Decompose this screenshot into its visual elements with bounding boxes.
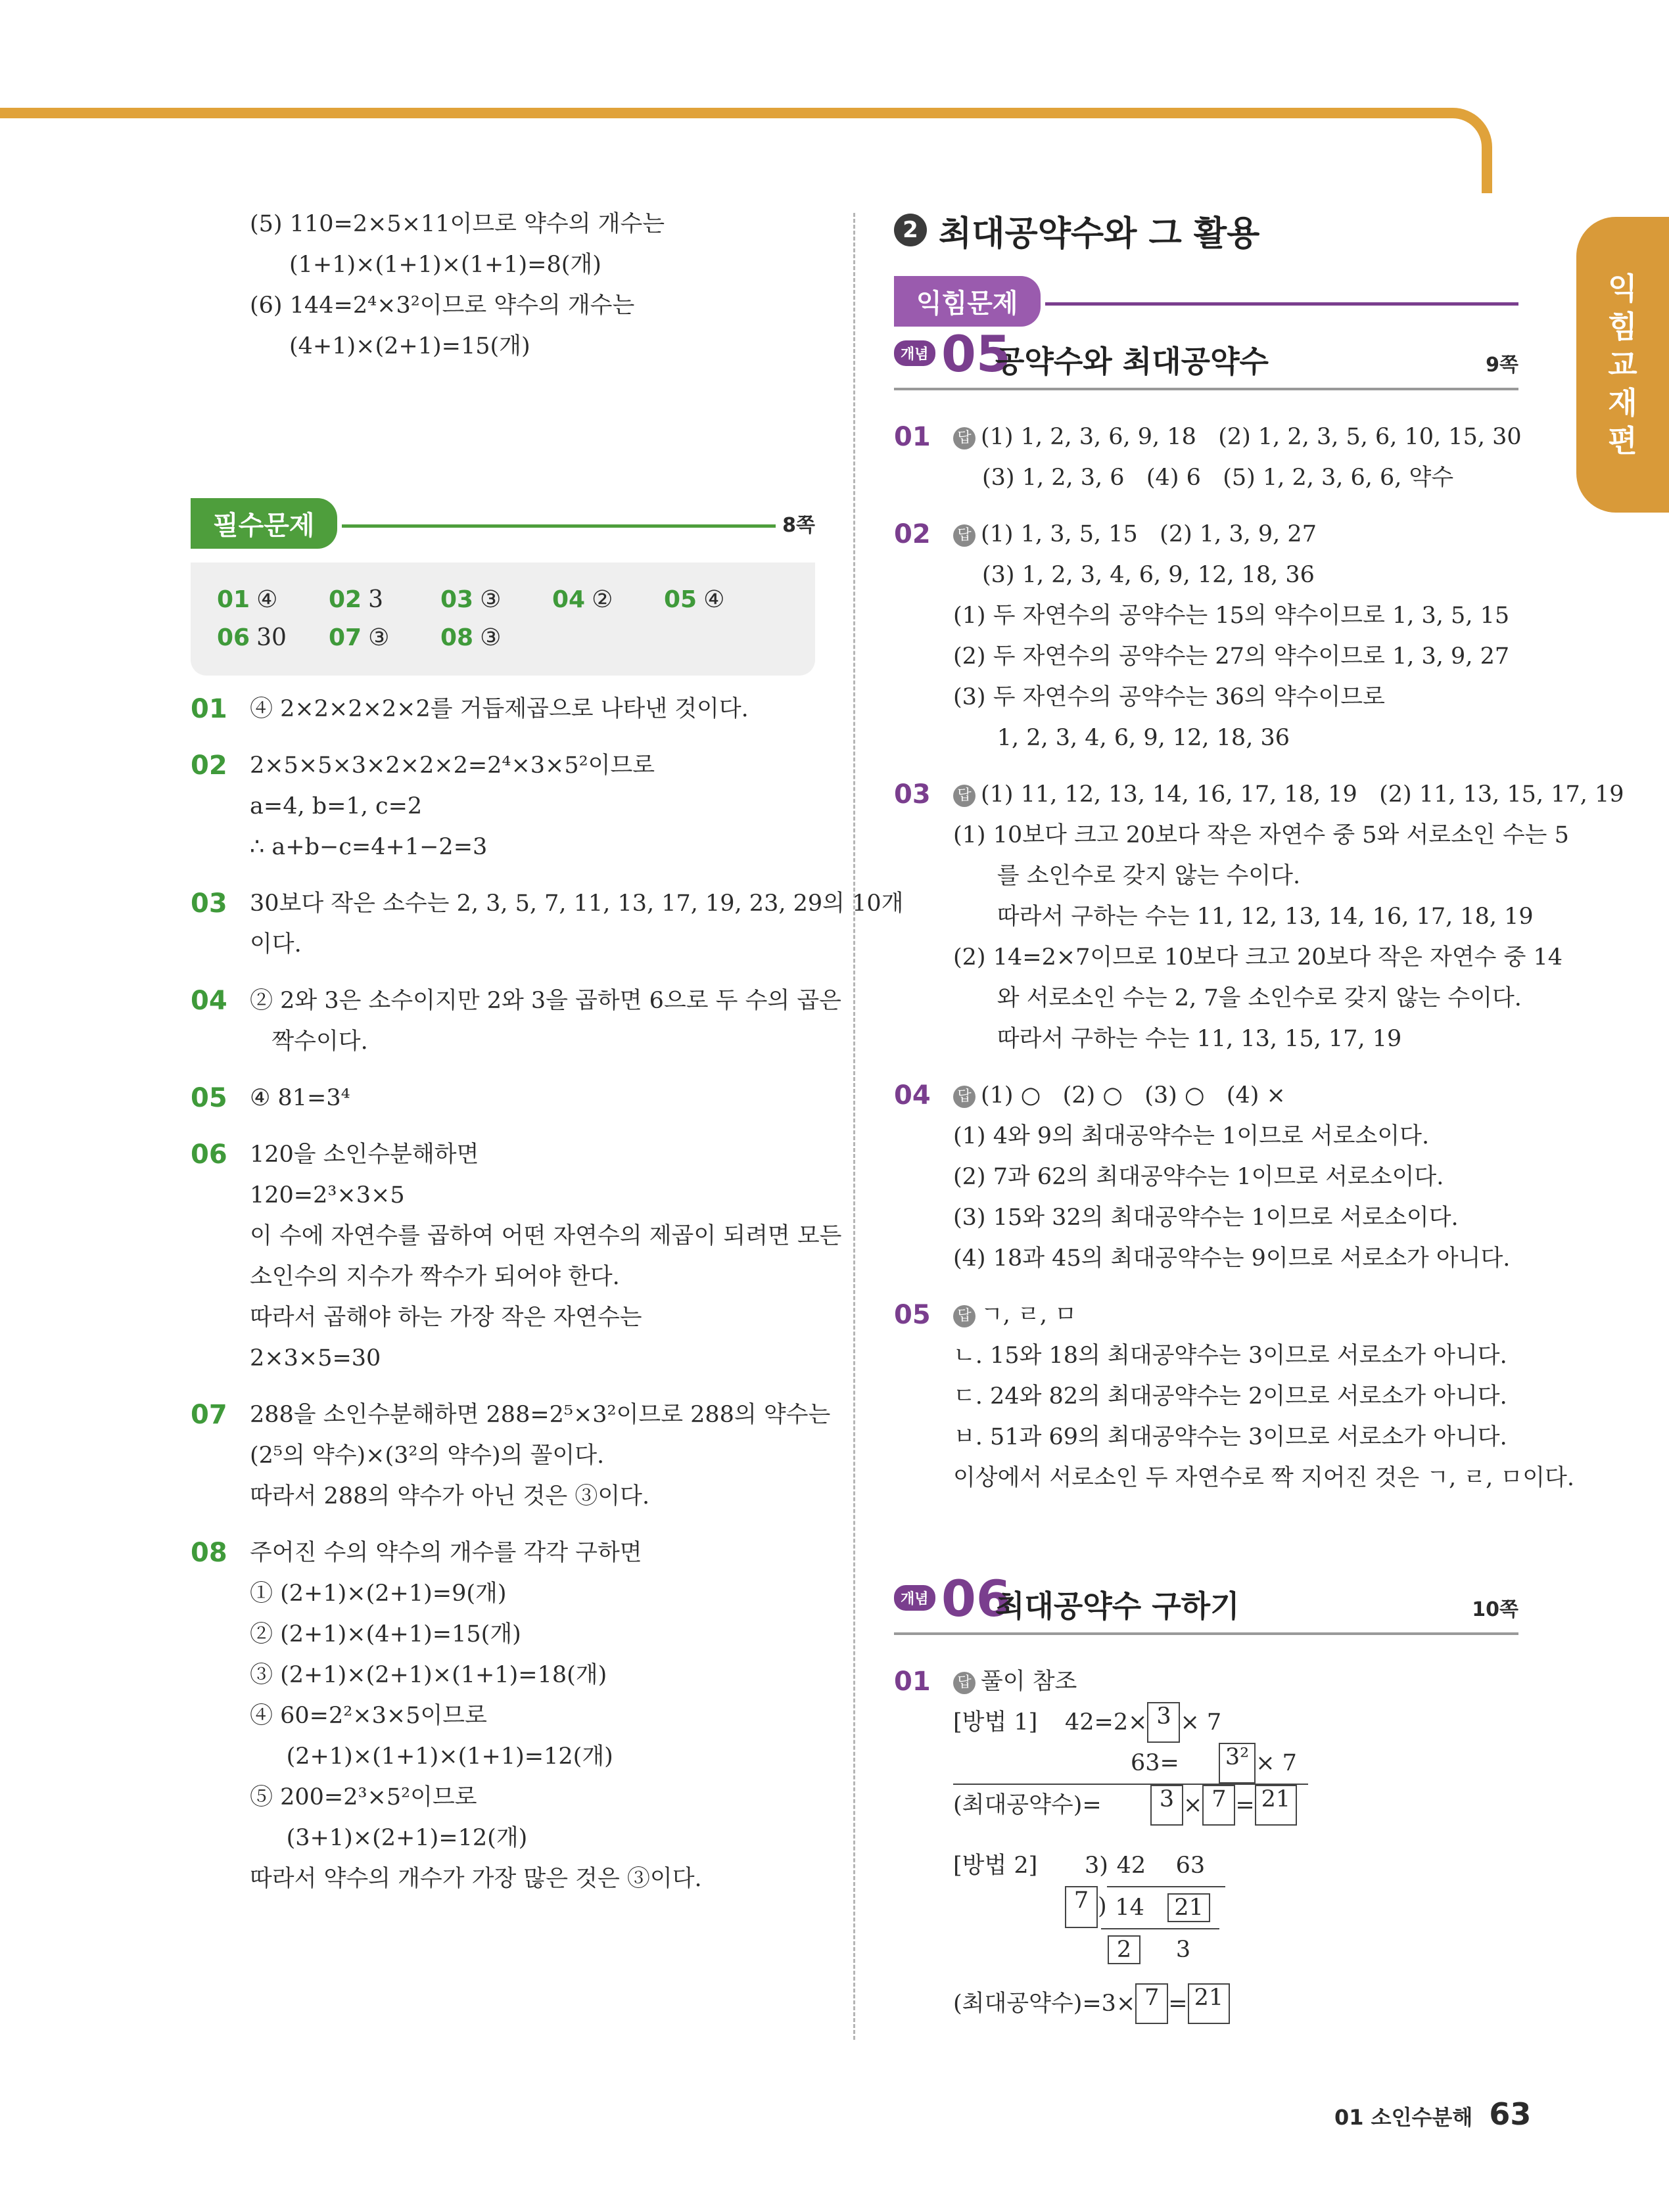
- concept-title: 최대공약수 구하기: [995, 1588, 1240, 1624]
- answer-row: [217, 619, 789, 657]
- text-line: 이다.: [250, 931, 302, 957]
- solution-item: [894, 1295, 1574, 1498]
- text-line: 1, 2, 3, 4, 6, 9, 12, 18, 36: [953, 725, 1290, 751]
- concept-number: 05: [941, 325, 1011, 383]
- text-line: (2) 두 자연수의 공약수는 27의 약수이므로 1, 3, 9, 27: [953, 643, 1510, 670]
- solution-item: [894, 417, 1522, 498]
- item-number: 03: [191, 888, 227, 919]
- answer-text: (1) 11, 12, 13, 14, 16, 17, 18, 19 (2) 11, 13, 15, 17, 19: [981, 781, 1624, 808]
- answer-num: 06: [217, 624, 250, 651]
- text-line: ⑤ 200=2³×5²이므로: [250, 1784, 477, 1810]
- solution-item: [894, 774, 1624, 1059]
- item-number: 08: [191, 1538, 227, 1568]
- solution-item: [894, 1075, 1518, 1279]
- division-bracket: ): [1099, 1853, 1108, 1879]
- answer-val: ②: [592, 586, 613, 613]
- answer-badge-icon: 답: [953, 524, 976, 547]
- text-line: (5) 110=2×5×11이므로 약수의 개수는: [250, 211, 665, 237]
- text-line: 이 수에 자연수를 곱하여 어떤 자연수의 제곱이 되려면 모든: [250, 1223, 842, 1249]
- text: 42=2×: [1065, 1709, 1148, 1736]
- answer-val: ④: [703, 586, 725, 613]
- answer-line: [953, 514, 1518, 555]
- answer-box-cell: 7: [1202, 1785, 1235, 1826]
- concept-05-header: [894, 325, 1518, 390]
- pilsu-line: [342, 524, 776, 528]
- side-tab-char: 교: [1608, 347, 1637, 382]
- text-line: (3) 1, 2, 3, 6 (4) 6 (5) 1, 2, 3, 6, 6, 약수: [982, 465, 1454, 491]
- text: × 7: [1256, 1750, 1297, 1776]
- text: =: [1168, 1991, 1188, 2017]
- chapter-name: 01 소인수분해: [1334, 2105, 1473, 2130]
- answer-badge-icon: 답: [953, 785, 976, 807]
- concept-title: 공약수와 최대공약수: [995, 344, 1269, 379]
- text-line: (1) 10보다 크고 20보다 작은 자연수 중 5와 서로소인 수는 5: [953, 822, 1569, 848]
- text-line: ㄴ. 15와 18의 최대공약수는 3이므로 서로소가 아니다.: [953, 1343, 1507, 1369]
- item-number: 01: [191, 694, 227, 724]
- answer-text: 풀이 참조: [981, 1669, 1077, 1695]
- answer-box-cell: 7: [1065, 1886, 1098, 1928]
- section-heading: [894, 204, 1518, 256]
- answer-num: 07: [329, 624, 362, 651]
- dividend: 42: [1116, 1853, 1146, 1879]
- side-tab-char: 힘: [1608, 309, 1637, 344]
- quotient: 3: [1147, 1928, 1219, 1970]
- item-number: 03: [894, 779, 931, 810]
- text-line: 따라서 구하는 수는 11, 13, 15, 17, 19: [953, 1026, 1402, 1052]
- answer-val: 3: [368, 586, 384, 613]
- page-number: 63: [1489, 2096, 1532, 2132]
- left-solutions: [191, 689, 904, 1915]
- text-line: (3) 1, 2, 3, 4, 6, 9, 12, 18, 36: [982, 562, 1315, 588]
- text-line: 이상에서 서로소인 두 자연수로 짝 지어진 것은 ㄱ, ㄹ, ㅁ이다.: [953, 1465, 1574, 1491]
- dividend: 14: [1107, 1886, 1153, 1928]
- section-title: 최대공약수와 그 활용: [939, 214, 1260, 254]
- text-line: 소인수의 지수가 짝수가 되어야 한다.: [250, 1264, 620, 1290]
- text-line: a=4, b=1, c=2: [250, 793, 423, 819]
- side-tab: [1576, 217, 1669, 513]
- answer-val: ③: [368, 624, 390, 651]
- text: =: [1235, 1792, 1255, 1818]
- solution-item: [894, 514, 1518, 758]
- text-line: ① (2+1)×(2+1)=9(개): [250, 1580, 507, 1607]
- answer-val: ④: [256, 586, 278, 613]
- gcd-label: (최대공약수)=: [953, 1792, 1102, 1818]
- item-number: 02: [894, 519, 931, 549]
- answer-num: 01: [217, 586, 250, 613]
- item-number: 05: [894, 1300, 931, 1330]
- answer-box-cell: 2: [1108, 1935, 1140, 1964]
- solution-item: [191, 689, 815, 729]
- item-number: 05: [191, 1083, 227, 1113]
- answer-text: (1) 1, 3, 5, 15 (2) 1, 3, 9, 27: [981, 521, 1317, 547]
- method1-table: [953, 1702, 1518, 2024]
- text-line: 따라서 288의 약수가 아닌 것은 ③이다.: [250, 1483, 650, 1509]
- text-line: 2×5×5×3×2×2×2=2⁴×3×5²이므로: [250, 752, 655, 779]
- solution-item: [191, 1532, 815, 1899]
- answer-text: (1) ○ (2) ○ (3) ○ (4) ×: [981, 1082, 1286, 1109]
- answer-box-cell: 3: [1150, 1785, 1183, 1826]
- solution-item: [191, 1394, 831, 1517]
- answer-num: 02: [329, 586, 362, 613]
- text-line: ④ 60=2²×3×5이므로: [250, 1703, 487, 1729]
- text-line: (4+1)×(2+1)=15(개): [289, 333, 530, 359]
- answer-num: 04: [552, 586, 586, 613]
- item-number: 07: [191, 1400, 227, 1430]
- text-line: ② 2와 3은 소수이지만 2와 3을 곱하면 6으로 두 수의 곱은: [250, 988, 841, 1014]
- text-line: (2) 14=2×7이므로 10보다 크고 20보다 작은 자연수 중 14: [953, 944, 1563, 971]
- text-line: (3) 두 자연수의 공약수는 36의 약수이므로: [953, 684, 1385, 710]
- side-tab-char: 재: [1608, 385, 1637, 421]
- division-bracket: ): [1098, 1893, 1107, 1920]
- side-tab-char: 익: [1608, 271, 1637, 306]
- text-line: ∴ a+b−c=4+1−2=3: [250, 834, 488, 860]
- page-footer: [1334, 2096, 1531, 2132]
- method-label: [방법 1]: [953, 1709, 1038, 1736]
- solution-item: [894, 1661, 1518, 1702]
- concept-badge: 개념: [894, 340, 935, 366]
- answer-val: ③: [480, 624, 502, 651]
- concept-number: 06: [941, 1569, 1011, 1628]
- text-line: 288을 소인수분해하면 288=2⁵×3²이므로 288의 약수는: [250, 1402, 831, 1428]
- text-line: ② (2+1)×(4+1)=15(개): [250, 1621, 521, 1647]
- ikhim-header: [894, 276, 1518, 329]
- pilsu-answer-box: [191, 563, 815, 676]
- ikhim-line: [1045, 302, 1518, 306]
- top-decor-bar: [0, 108, 1492, 193]
- text: ×: [1183, 1792, 1203, 1818]
- answer-box-cell: 3²: [1219, 1743, 1256, 1784]
- dividend: 63: [1175, 1853, 1206, 1879]
- answer-num: 05: [664, 586, 697, 613]
- text-line: (1) 4와 9의 최대공약수는 1이므로 서로소이다.: [953, 1123, 1430, 1149]
- answer-line: [953, 1295, 1518, 1335]
- answer-box-cell: 21: [1188, 1983, 1231, 2024]
- concept-badge: 개념: [894, 1585, 935, 1611]
- answer-line: [953, 417, 1522, 457]
- text-line: (2⁵의 약수)×(3²의 약수)의 꼴이다.: [250, 1442, 605, 1469]
- solution-item: [191, 883, 904, 965]
- text: 63=: [1131, 1750, 1179, 1776]
- text-line: 120=2³×3×5: [250, 1182, 405, 1209]
- divisor: 3: [1085, 1853, 1100, 1879]
- text-line: 주어진 수의 약수의 개수를 각각 구하면: [250, 1540, 642, 1566]
- text-line: 짝수이다.: [250, 1028, 368, 1055]
- answer-box-cell: 21: [1167, 1893, 1210, 1922]
- text-line: (2+1)×(1+1)×(1+1)=12(개): [250, 1743, 613, 1770]
- concept-page: 10쪽: [1472, 1598, 1518, 1621]
- text-line: ③ (2+1)×(2+1)×(1+1)=18(개): [250, 1662, 607, 1688]
- item-number: 04: [191, 986, 227, 1016]
- side-tab-char: 편: [1608, 423, 1637, 459]
- concept-06-header: [894, 1569, 1518, 1635]
- pilsu-title: 필수문제: [191, 498, 337, 549]
- text-line: ㅂ. 51과 69의 최대공약수는 3이므로 서로소가 아니다.: [953, 1424, 1507, 1450]
- ikhim-title: 익힘문제: [894, 276, 1041, 327]
- right-solutions: [894, 417, 1624, 1514]
- solution-item: [191, 980, 841, 1062]
- item-number: 01: [894, 422, 931, 452]
- left-top-solution: [191, 204, 815, 367]
- answer-text: (1) 1, 2, 3, 6, 9, 18 (2) 1, 2, 3, 5, 6, 10, 15, 30: [981, 424, 1522, 450]
- answer-num: 03: [440, 586, 474, 613]
- text-line: 따라서 약수의 개수가 가장 많은 것은 ③이다.: [250, 1866, 702, 1892]
- text-line: (3) 15와 32의 최대공약수는 1이므로 서로소이다.: [953, 1205, 1459, 1231]
- answer-badge-icon: 답: [953, 1086, 976, 1108]
- right-column: [894, 204, 1624, 2024]
- text-line: ㄷ. 24와 82의 최대공약수는 2이므로 서로소가 아니다.: [953, 1383, 1507, 1410]
- text-line: 2×3×5=30: [250, 1345, 381, 1371]
- text-line: (3+1)×(2+1)=12(개): [250, 1825, 528, 1851]
- item-number: 04: [894, 1080, 931, 1111]
- text-line: (4) 18과 45의 최대공약수는 9이므로 서로소가 아니다.: [953, 1245, 1511, 1272]
- text-line: 와 서로소인 수는 2, 7을 소인수로 갖지 않는 수이다.: [953, 985, 1522, 1011]
- answer-val: 30: [256, 624, 287, 651]
- method-label: [방법 2]: [953, 1853, 1038, 1879]
- column-divider: [853, 213, 855, 2040]
- text-line: 30보다 작은 소수는 2, 3, 5, 7, 11, 13, 17, 19, 23, 29의 10개: [250, 890, 904, 917]
- pilsu-header: [191, 498, 815, 551]
- solution-item: [191, 1134, 842, 1379]
- text-line: (2) 7과 62의 최대공약수는 1이므로 서로소이다.: [953, 1164, 1444, 1190]
- answer-num: 08: [440, 624, 474, 651]
- concept-page: 9쪽: [1486, 354, 1518, 377]
- pilsu-page: 8쪽: [782, 514, 815, 537]
- item-number: 06: [191, 1140, 227, 1170]
- text-line: 120을 소인수분해하면: [250, 1141, 479, 1168]
- solution-item: [191, 1078, 815, 1118]
- answer-val: ③: [480, 586, 502, 613]
- text-line: 를 소인수로 갖지 않는 수이다.: [953, 863, 1301, 889]
- answer-box-cell: 7: [1135, 1983, 1168, 2024]
- answer-line: [953, 1075, 1518, 1116]
- text-line: (1) 두 자연수의 공약수는 15의 약수이므로 1, 3, 5, 15: [953, 603, 1510, 629]
- text-line: (6) 144=2⁴×3²이므로 약수의 개수는: [250, 292, 635, 319]
- left-column: [191, 204, 904, 1915]
- answer-badge-icon: 답: [953, 427, 976, 449]
- answer-badge-icon: 답: [953, 1672, 976, 1694]
- text-line: ④ 2×2×2×2×2를 거듭제곱으로 나타낸 것이다.: [250, 696, 749, 722]
- answer-box-cell: 21: [1255, 1785, 1298, 1826]
- answer-row: [217, 581, 789, 619]
- text-line: 따라서 구하는 수는 11, 12, 13, 14, 16, 17, 18, 19: [953, 904, 1534, 930]
- solution-item: [191, 745, 815, 867]
- answer-box-cell: 3: [1147, 1702, 1180, 1743]
- gcd-result: (최대공약수)=3×: [953, 1991, 1136, 2017]
- section-number: 2: [894, 214, 927, 246]
- text-line: 따라서 곱해야 하는 가장 작은 자연수는: [250, 1304, 642, 1331]
- item-number: 01: [894, 1667, 931, 1697]
- text: × 7: [1180, 1709, 1222, 1736]
- item-number: 02: [191, 750, 227, 781]
- text-line: (1+1)×(1+1)×(1+1)=8(개): [289, 252, 601, 278]
- answer-text: ㄱ, ㄹ, ㅁ: [981, 1302, 1077, 1328]
- text-line: ④ 81=3⁴: [250, 1085, 350, 1111]
- answer-badge-icon: 답: [953, 1305, 976, 1327]
- answer-line: [953, 774, 1624, 815]
